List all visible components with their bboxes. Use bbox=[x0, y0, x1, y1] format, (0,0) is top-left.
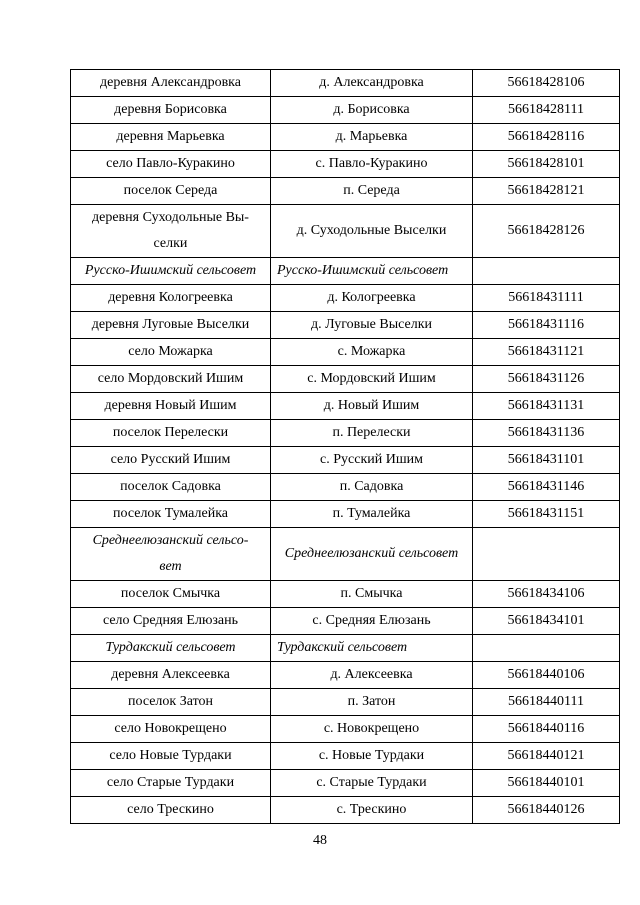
table-row bbox=[71, 797, 620, 824]
table-row bbox=[71, 393, 620, 420]
oktmo-code-cell: 56618431131 bbox=[473, 393, 620, 420]
settlement-short-name-cell: д. Новый Ишим bbox=[271, 393, 473, 420]
settlement-short-name-cell: д. Алексеевка bbox=[271, 662, 473, 689]
settlement-name-cell: деревня Алексеевка bbox=[71, 662, 271, 689]
settlement-short-name-cell: с. Новые Турдаки bbox=[271, 743, 473, 770]
table-row bbox=[71, 420, 620, 447]
council-row bbox=[71, 635, 620, 662]
settlement-name-cell: село Русский Ишим bbox=[71, 447, 271, 474]
settlement-name-cell: поселок Тумалейка bbox=[71, 501, 271, 528]
table-row bbox=[71, 501, 620, 528]
table-row bbox=[71, 178, 620, 205]
settlement-name-cell: Турдакский сельсовет bbox=[71, 635, 271, 662]
settlement-short-name-cell: д. Кологреевка bbox=[271, 285, 473, 312]
oktmo-code-cell: 56618428111 bbox=[473, 97, 620, 124]
table-row bbox=[71, 447, 620, 474]
settlement-short-name-cell: п. Смычка bbox=[271, 581, 473, 608]
table-row bbox=[71, 581, 620, 608]
oktmo-code-cell: 56618431146 bbox=[473, 474, 620, 501]
table-row bbox=[71, 97, 620, 124]
settlement-short-name-cell: Русско-Ишимский сельсовет bbox=[271, 258, 473, 285]
settlement-short-name-cell: с. Можарка bbox=[271, 339, 473, 366]
settlement-name-cell: деревня Новый Ишим bbox=[71, 393, 271, 420]
settlement-short-name-cell: п. Затон bbox=[271, 689, 473, 716]
settlement-short-name-cell: с. Трескино bbox=[271, 797, 473, 824]
table-row bbox=[71, 743, 620, 770]
settlement-short-name-cell: п. Перелески bbox=[271, 420, 473, 447]
oktmo-code-cell: 56618431151 bbox=[473, 501, 620, 528]
table-row bbox=[71, 716, 620, 743]
settlement-name-cell: деревня Луговые Выселки bbox=[71, 312, 271, 339]
oktmo-code-cell: 56618431111 bbox=[473, 285, 620, 312]
settlement-name-cell: деревня Суходольные Вы- селки bbox=[71, 205, 271, 258]
oktmo-code-cell: 56618428116 bbox=[473, 124, 620, 151]
settlement-short-name-cell: Турдакский сельсовет bbox=[271, 635, 473, 662]
settlement-short-name-cell: Среднеелюзанский сельсовет bbox=[271, 528, 473, 581]
settlement-short-name-cell: д. Борисовка bbox=[271, 97, 473, 124]
table-row bbox=[71, 366, 620, 393]
settlement-name-cell: село Средняя Елюзань bbox=[71, 608, 271, 635]
table-row bbox=[71, 70, 620, 97]
page-number: 48 bbox=[313, 833, 327, 848]
oktmo-code-cell bbox=[473, 528, 620, 581]
oktmo-code-cell: 56618440106 bbox=[473, 662, 620, 689]
settlement-name-cell: поселок Затон bbox=[71, 689, 271, 716]
settlement-short-name-cell: д. Суходольные Выселки bbox=[271, 205, 473, 258]
oktmo-code-cell: 56618440126 bbox=[473, 797, 620, 824]
settlement-short-name-cell: с. Средняя Елюзань bbox=[271, 608, 473, 635]
settlement-name-cell: деревня Борисовка bbox=[71, 97, 271, 124]
settlement-name-cell: поселок Перелески bbox=[71, 420, 271, 447]
oktmo-code-cell: 56618431121 bbox=[473, 339, 620, 366]
settlement-name-cell: Среднеелюзанский сельсо- вет bbox=[71, 528, 271, 581]
settlement-short-name-cell: д. Марьевка bbox=[271, 124, 473, 151]
table-row bbox=[71, 124, 620, 151]
settlement-short-name-cell: п. Середа bbox=[271, 178, 473, 205]
settlement-short-name-cell: с. Старые Турдаки bbox=[271, 770, 473, 797]
settlement-name-cell: село Старые Турдаки bbox=[71, 770, 271, 797]
table-row bbox=[71, 312, 620, 339]
oktmo-code-cell: 56618440101 bbox=[473, 770, 620, 797]
table-row bbox=[71, 205, 620, 258]
settlement-name-cell: Русско-Ишимский сельсовет bbox=[71, 258, 271, 285]
settlement-short-name-cell: п. Садовка bbox=[271, 474, 473, 501]
settlement-name-cell: поселок Смычка bbox=[71, 581, 271, 608]
oktmo-code-cell: 56618431116 bbox=[473, 312, 620, 339]
oktmo-code-cell: 56618431101 bbox=[473, 447, 620, 474]
settlement-short-name-cell: д. Луговые Выселки bbox=[271, 312, 473, 339]
table-row bbox=[71, 151, 620, 178]
council-row bbox=[71, 258, 620, 285]
settlement-name-cell: село Можарка bbox=[71, 339, 271, 366]
settlement-short-name-cell: с. Павло-Куракино bbox=[271, 151, 473, 178]
settlement-name-cell: село Павло-Куракино bbox=[71, 151, 271, 178]
oktmo-code-cell: 56618440111 bbox=[473, 689, 620, 716]
oktmo-code-cell: 56618434101 bbox=[473, 608, 620, 635]
settlement-short-name-cell: с. Мордовский Ишим bbox=[271, 366, 473, 393]
settlement-name-cell: поселок Садовка bbox=[71, 474, 271, 501]
oktmo-code-cell bbox=[473, 635, 620, 662]
settlement-name-cell: село Трескино bbox=[71, 797, 271, 824]
oktmo-code-cell: 56618428101 bbox=[473, 151, 620, 178]
table-row bbox=[71, 285, 620, 312]
settlement-short-name-cell: с. Новокрещено bbox=[271, 716, 473, 743]
settlement-name-cell: деревня Александровка bbox=[71, 70, 271, 97]
table-row bbox=[71, 339, 620, 366]
settlement-name-cell: село Мордовский Ишим bbox=[71, 366, 271, 393]
settlement-short-name-cell: п. Тумалейка bbox=[271, 501, 473, 528]
settlement-short-name-cell: с. Русский Ишим bbox=[271, 447, 473, 474]
oktmo-code-cell: 56618440121 bbox=[473, 743, 620, 770]
council-row bbox=[71, 528, 620, 581]
oktmo-code-cell: 56618428126 bbox=[473, 205, 620, 258]
settlement-name-cell: деревня Марьевка bbox=[71, 124, 271, 151]
table-row bbox=[71, 608, 620, 635]
oktmo-code-cell: 56618431136 bbox=[473, 420, 620, 447]
settlement-short-name-cell: д. Александровка bbox=[271, 70, 473, 97]
table-row bbox=[71, 474, 620, 501]
oktmo-code-cell: 56618428106 bbox=[473, 70, 620, 97]
table-row bbox=[71, 770, 620, 797]
oktmo-code-cell: 56618428121 bbox=[473, 178, 620, 205]
settlements-table bbox=[70, 69, 620, 824]
settlement-name-cell: поселок Середа bbox=[71, 178, 271, 205]
oktmo-code-cell: 56618431126 bbox=[473, 366, 620, 393]
oktmo-code-cell: 56618440116 bbox=[473, 716, 620, 743]
settlement-name-cell: деревня Кологреевка bbox=[71, 285, 271, 312]
oktmo-code-cell: 56618434106 bbox=[473, 581, 620, 608]
oktmo-code-cell bbox=[473, 258, 620, 285]
settlement-name-cell: село Новые Турдаки bbox=[71, 743, 271, 770]
settlements-table-body bbox=[71, 70, 620, 824]
settlement-name-cell: село Новокрещено bbox=[71, 716, 271, 743]
table-row bbox=[71, 662, 620, 689]
table-row bbox=[71, 689, 620, 716]
